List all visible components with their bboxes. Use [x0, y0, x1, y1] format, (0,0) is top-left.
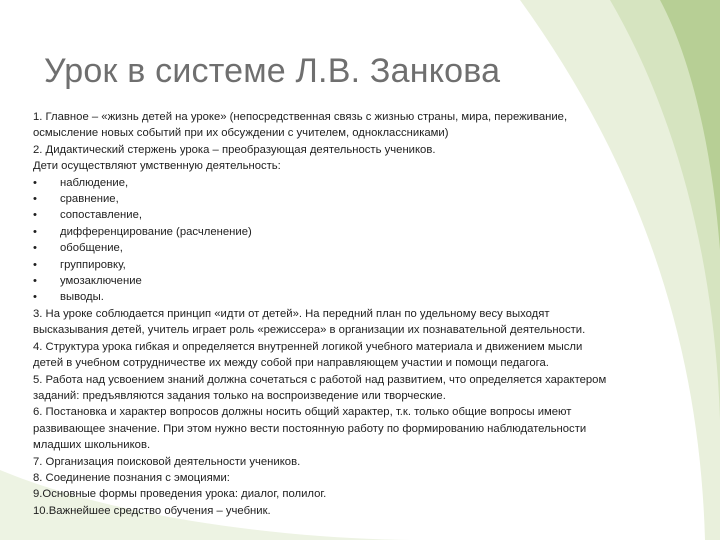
- body-line: 5. Работа над усвоением знаний должна сочетаться с работой над развитием, что определяется характером: [33, 373, 607, 386]
- slide-title: Урок в системе Л.В. Занкова: [44, 52, 501, 90]
- body-line: 10.Важнейшее средство обучения – учебник.: [33, 504, 271, 517]
- list-item: [33, 240, 693, 256]
- list-item: [33, 224, 693, 240]
- list-item-text: сопоставление,: [60, 209, 143, 222]
- list-item-text: дифференцирование (расчленение): [60, 225, 252, 238]
- body-line: осмысление новых событий при их обсуждении с учителем, одноклассниками): [33, 127, 449, 140]
- bullet-mark: •: [33, 193, 37, 206]
- body-line: развивающее значение. При этом нужно вести постоянную работу по формированию наблюдательности: [33, 422, 587, 435]
- bullet-mark: •: [33, 291, 37, 304]
- list-item: [33, 207, 693, 223]
- bullet-mark: •: [33, 225, 37, 238]
- body-line: Дети осуществляют умственную деятельность:: [33, 160, 281, 173]
- body-line: 8. Соединение познания с эмоциями:: [33, 471, 230, 484]
- body-line: 7. Организация поисковой деятельности учеников.: [33, 455, 301, 468]
- body-line: 2. Дидактический стержень урока – преобразующая деятельность учеников.: [33, 143, 436, 156]
- list-item-text: обобщение,: [60, 242, 123, 255]
- body-line: 9.Основные формы проведения урока: диалог, полилог.: [33, 488, 327, 501]
- list-item-text: умозаключение: [60, 275, 142, 288]
- list-item: [33, 289, 693, 305]
- body-line: 4. Структура урока гибкая и определяется внутренней логикой учебного материала и движением мысли: [33, 340, 583, 353]
- bullet-mark: •: [33, 258, 37, 271]
- list-item: [33, 273, 693, 289]
- list-item: [33, 191, 693, 207]
- body-line: детей в учебном сотрудничестве их между собой при направляющем участии и помощи педагога.: [33, 357, 549, 370]
- list-item: [33, 175, 693, 191]
- list-item-text: сравнение,: [60, 193, 119, 206]
- bullet-mark: •: [33, 176, 37, 189]
- list-item-text: выводы.: [60, 291, 104, 304]
- body-line: 3. На уроке соблюдается принцип «идти от детей». На передний план по удельному весу выходят: [33, 307, 550, 320]
- list-item-text: группировку,: [60, 258, 126, 271]
- list-item: [33, 257, 693, 273]
- body-line: младших школьников.: [33, 439, 151, 452]
- body-line: заданий: предъявляются задания только на воспроизведение или творческие.: [33, 389, 446, 402]
- body-line: 6. Постановка и характер вопросов должны носить общий характер, т.к. только общие вопросы имеют: [33, 406, 572, 419]
- bullet-mark: •: [33, 242, 37, 255]
- bullet-mark: •: [33, 209, 37, 222]
- body-line: 1. Главное – «жизнь детей на уроке» (непосредственная связь с жизнью страны, мира, переживание,: [33, 111, 568, 123]
- slide-body: [33, 109, 693, 519]
- list-item-text: наблюдение,: [60, 176, 129, 189]
- bullet-mark: •: [33, 275, 37, 288]
- body-line: высказывания детей, учитель играет роль «режиссера» в организации их познавательной деятельности.: [33, 324, 586, 337]
